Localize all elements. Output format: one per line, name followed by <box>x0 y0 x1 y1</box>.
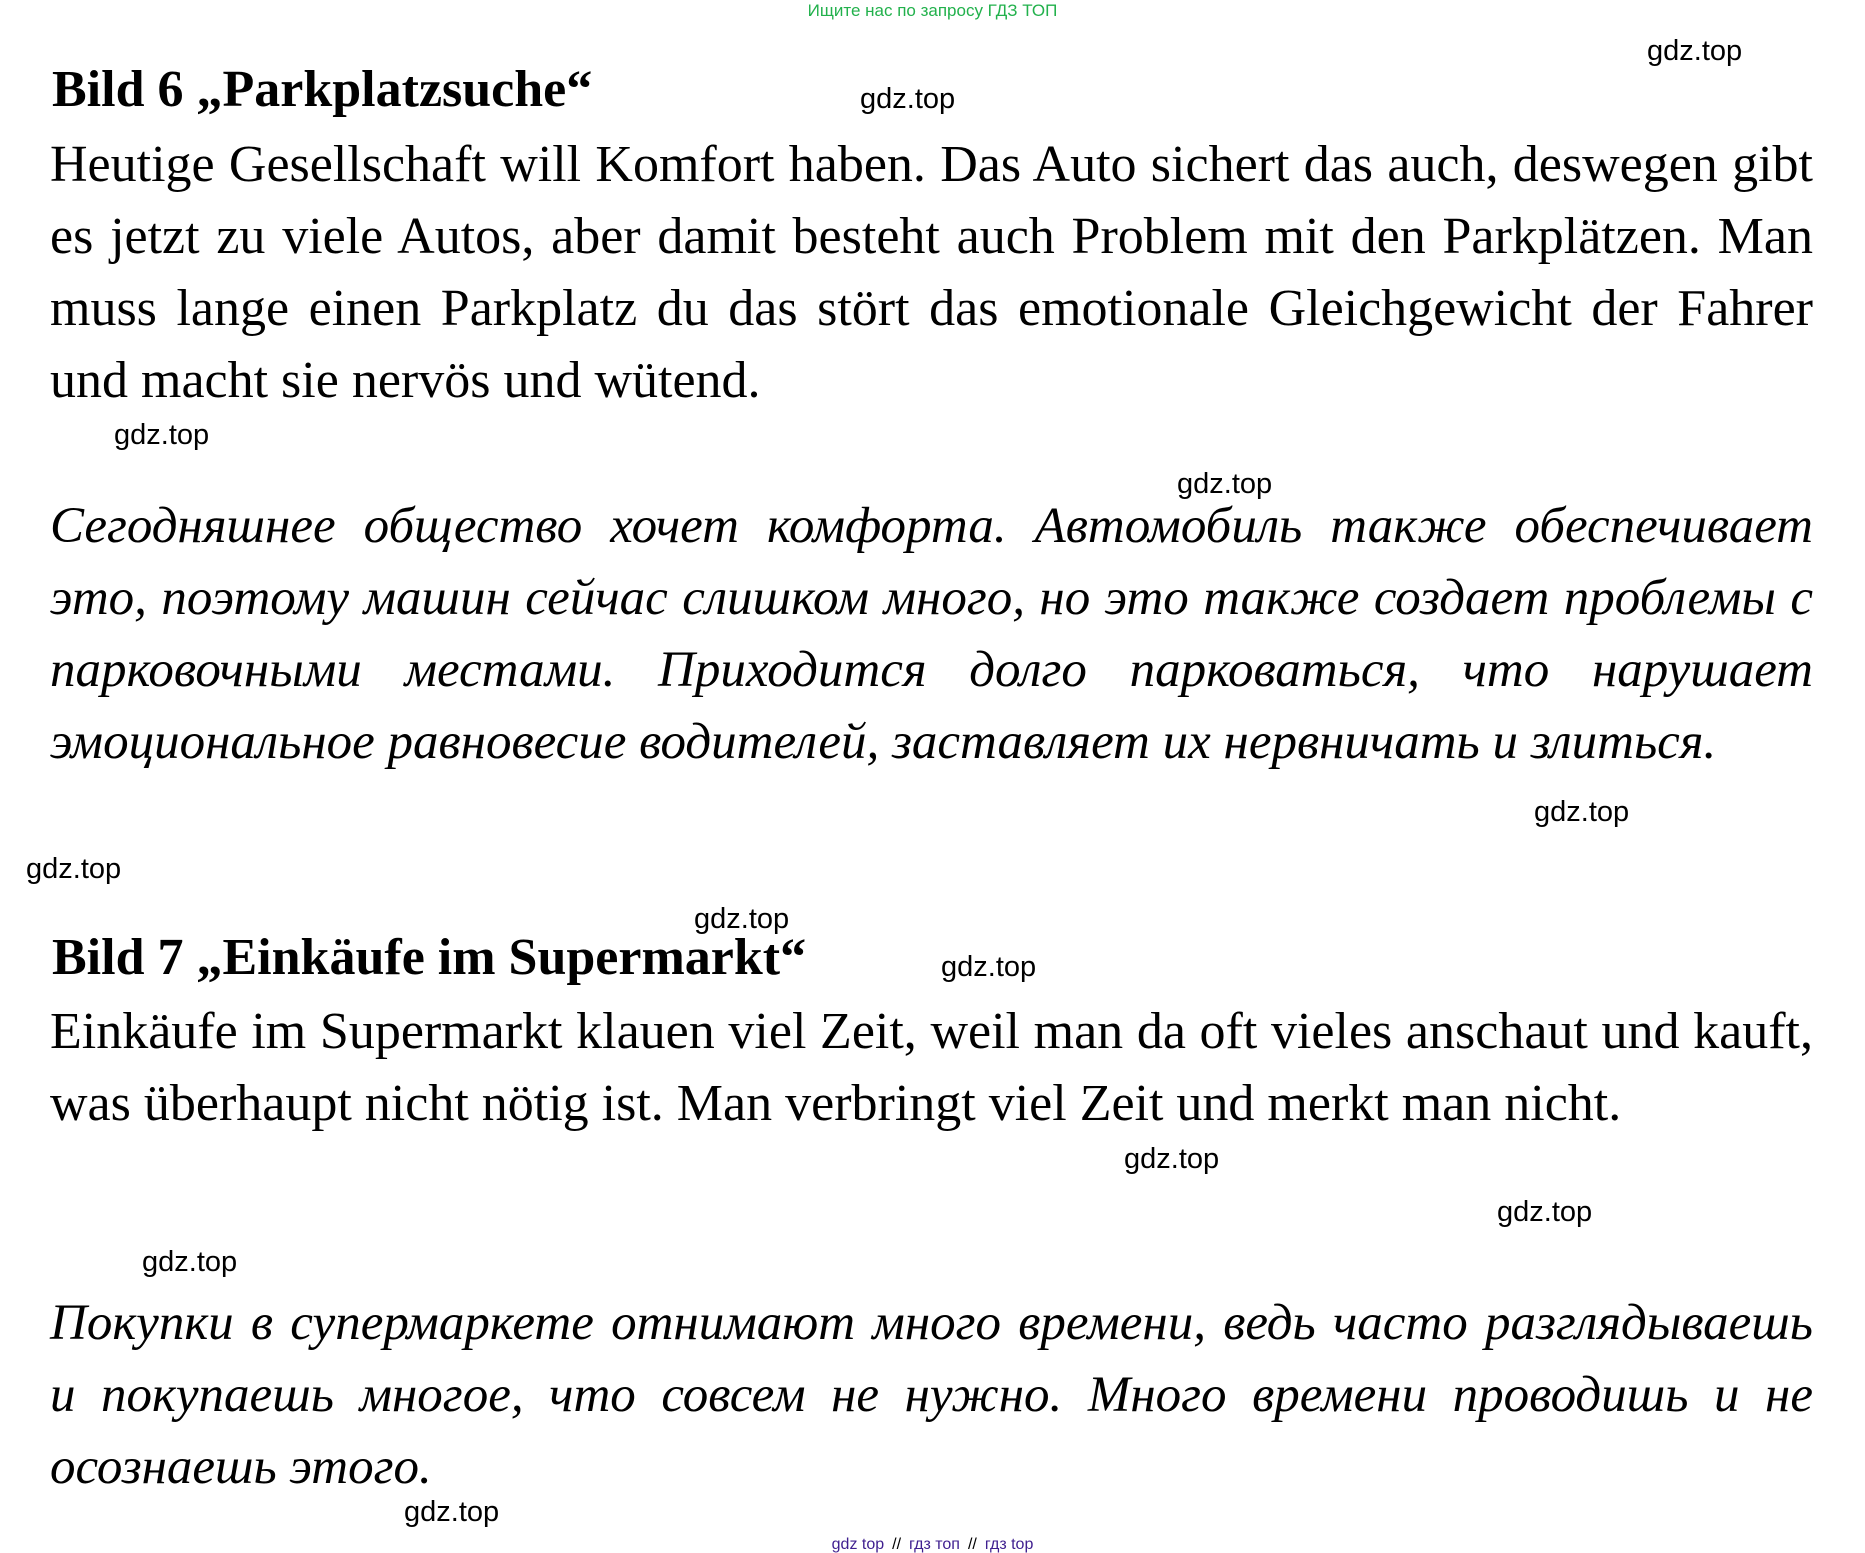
footer-link[interactable]: гдз top <box>984 1536 1034 1553</box>
watermark: gdz.top <box>1124 1143 1220 1175</box>
top-banner: Ищите нас по запросу ГДЗ ТОП <box>807 1 1058 20</box>
footer-links <box>0 1538 1865 1552</box>
footer-separator: // <box>892 1536 902 1553</box>
section-7-russian-translation: Покупки в супермаркете отнимают много времени, ведь часто разглядываешь и покупаешь многое, что совсем не нужно. Много времени проводишь и не осознаешь этого. <box>50 1295 1813 1495</box>
watermark: gdz.top <box>941 951 1037 983</box>
watermark: gdz.top <box>694 903 790 935</box>
watermark: gdz.top <box>404 1496 500 1528</box>
footer-link[interactable]: гдз топ <box>909 1536 960 1553</box>
watermark: gdz.top <box>1177 468 1273 500</box>
section-6-german-text: Heutige Gesellschaft will Komfort haben. Das Auto sichert das auch, deswegen gibt es jetzt zu viele Autos, aber damit besteht auch Problem mit den Parkplätzen. Man muss lange einen Parkplatz du das stört das emotionale Gleichgewicht der Fahrer und macht sie nervös und wütend. <box>50 136 1813 409</box>
section-7-heading: Bild 7 „Einkäufe im Supermarkt“ <box>52 929 807 986</box>
watermark: gdz.top <box>1534 796 1630 828</box>
section-6-russian-translation: Сегодняшнее общество хочет комфорта. Автомобиль также обеспечивает это, поэтому машин сейчас слишком много, но это также создает проблемы с парковочными местами. Приходится долго парковаться, что нарушает эмоциональное равновесие водителей, заставляет их нервничать и злиться. <box>50 498 1813 770</box>
watermark: gdz.top <box>142 1246 238 1278</box>
watermark: gdz.top <box>114 419 210 451</box>
section-6-heading: Bild 6 „Parkplatzsuche“ <box>52 61 593 118</box>
section-7-german-text: Einkäufe im Supermarkt klauen viel Zeit, weil man da oft vieles anschaut und kauft, was überhaupt nicht nötig ist. Man verbringt viel Zeit und merkt man nicht. <box>50 1003 1813 1132</box>
watermark: gdz.top <box>26 853 122 885</box>
watermark: gdz.top <box>1647 35 1743 67</box>
footer-link[interactable]: gdz top <box>831 1536 885 1553</box>
footer-separator: // <box>967 1536 977 1553</box>
watermark: gdz.top <box>860 83 956 115</box>
watermark: gdz.top <box>1497 1196 1593 1228</box>
